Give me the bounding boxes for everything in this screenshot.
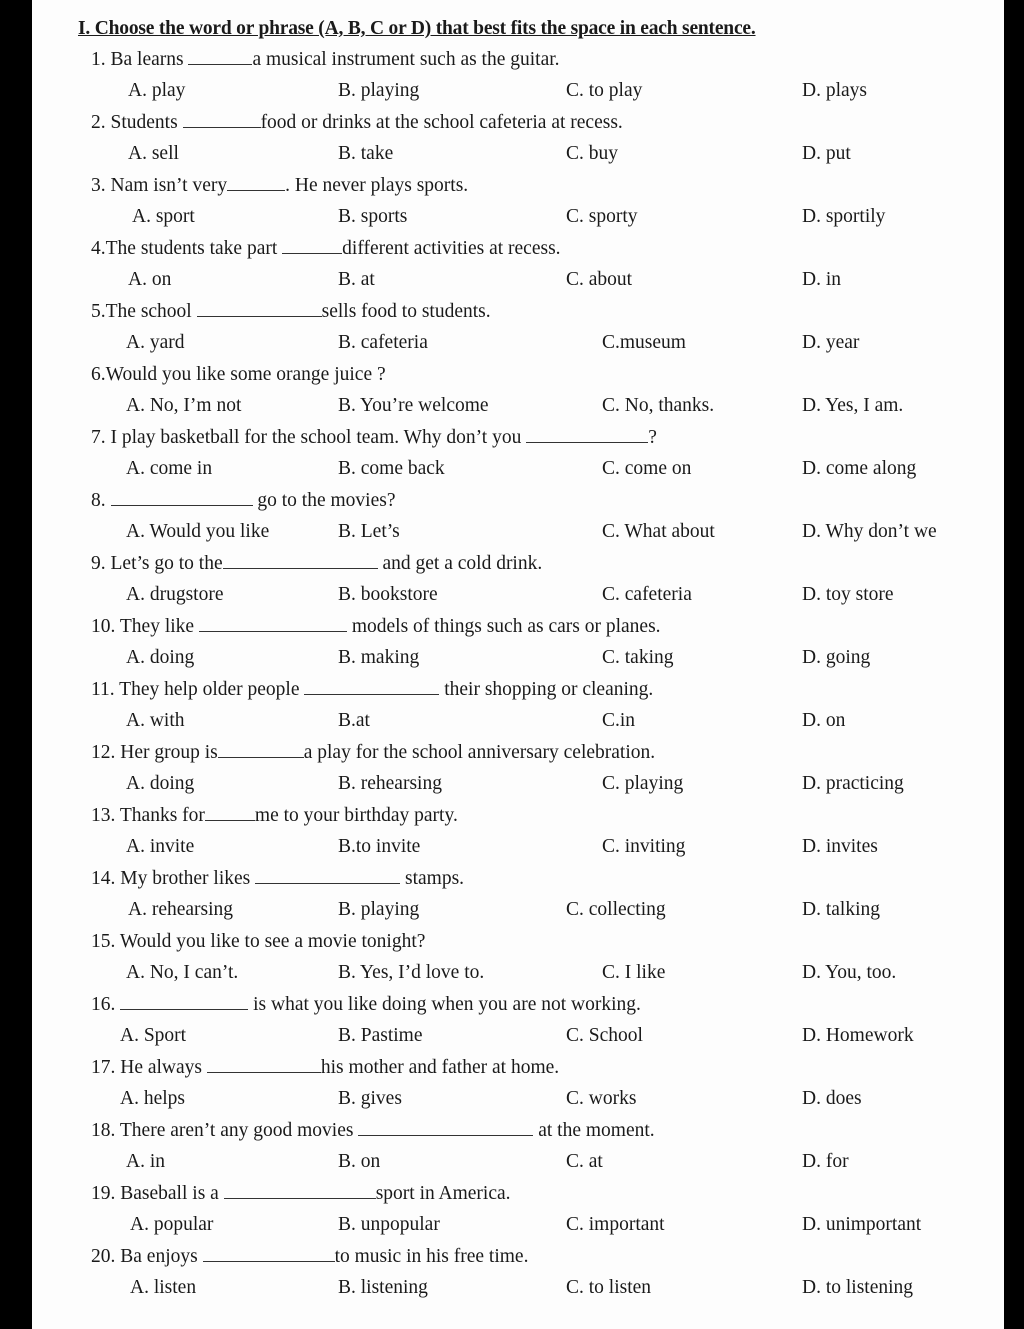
- answer-blank: [223, 554, 378, 569]
- option-c: C.museum: [602, 332, 686, 353]
- answer-blank: [304, 680, 439, 695]
- stem-before-blank: 13. Thanks for: [91, 805, 205, 826]
- option-a: A. helps: [120, 1088, 185, 1109]
- stem-before-blank: 6.Would you like some orange juice ?: [91, 364, 386, 385]
- option-d: D. practicing: [802, 773, 904, 794]
- option-a: A. come in: [126, 458, 213, 479]
- question-16: [32, 994, 1004, 1046]
- stem-after-blank: a musical instrument such as the guitar.: [252, 49, 560, 70]
- question-stem: [91, 175, 468, 197]
- answer-blank: [120, 995, 248, 1010]
- option-d: D. talking: [802, 899, 880, 920]
- stem-before-blank: 15. Would you like to see a movie tonight?: [91, 931, 426, 952]
- stem-after-blank: ?: [648, 427, 657, 448]
- question-2: [32, 112, 1004, 164]
- question-stem: [91, 112, 623, 134]
- option-c: C. at: [566, 1151, 603, 1172]
- question-stem: [91, 1057, 559, 1079]
- option-c: C. sporty: [566, 206, 638, 227]
- option-c: C.in: [602, 710, 636, 731]
- answer-blank: [218, 743, 304, 758]
- answer-blank: [526, 428, 648, 443]
- option-c: C. What about: [602, 521, 715, 542]
- question-18: [32, 1120, 1004, 1172]
- option-b: B. gives: [338, 1088, 402, 1109]
- stem-before-blank: 3. Nam isn’t very: [91, 175, 228, 196]
- stem-after-blank: their shopping or cleaning.: [439, 679, 654, 700]
- question-stem: [91, 49, 560, 71]
- option-d: D. going: [802, 647, 871, 668]
- option-c: C. School: [566, 1025, 643, 1046]
- question-stem: [91, 805, 458, 827]
- question-14: [32, 868, 1004, 920]
- option-b: B. making: [338, 647, 420, 668]
- option-a: A. doing: [126, 773, 195, 794]
- stem-after-blank: sport in America.: [375, 1183, 511, 1204]
- answer-blank: [358, 1121, 533, 1136]
- option-d: D. year: [802, 332, 860, 353]
- stem-before-blank: 20. Ba enjoys: [91, 1246, 203, 1267]
- option-c: C. buy: [566, 143, 619, 164]
- option-b: B. You’re welcome: [338, 395, 489, 416]
- stem-after-blank: different activities at recess.: [342, 238, 561, 259]
- question-20: [32, 1246, 1004, 1298]
- stem-after-blank: a play for the school anniversary celebration.: [303, 742, 656, 763]
- option-b: B. Yes, I’d love to.: [338, 962, 485, 983]
- stem-after-blank: . He never plays sports.: [285, 175, 469, 196]
- option-d: D. come along: [802, 458, 917, 479]
- question-stem: [91, 553, 542, 575]
- option-c: C. works: [566, 1088, 637, 1109]
- answer-blank: [183, 113, 261, 128]
- option-c: C. No, thanks.: [602, 395, 715, 416]
- option-b: B. sports: [338, 206, 408, 227]
- option-c: C. come on: [602, 458, 692, 479]
- answer-blank: [282, 239, 342, 254]
- question-stem: [91, 742, 655, 764]
- stem-before-blank: 1. Ba learns: [91, 49, 189, 70]
- option-a: A. Sport: [120, 1025, 187, 1046]
- option-d: D. toy store: [802, 584, 894, 605]
- question-stem: [91, 364, 386, 386]
- stem-before-blank: 5.The school: [91, 301, 197, 322]
- option-a: A. sell: [128, 143, 179, 164]
- option-b: B. at: [338, 269, 375, 290]
- stem-before-blank: 2. Students: [91, 112, 183, 133]
- option-c: C. taking: [602, 647, 674, 668]
- stem-before-blank: 4.The students take part: [91, 238, 283, 259]
- option-b: B. on: [338, 1151, 381, 1172]
- question-stem: [91, 490, 395, 512]
- question-stem: [91, 238, 561, 260]
- stem-after-blank: me to your birthday party.: [254, 805, 458, 826]
- answer-blank: [224, 1184, 376, 1199]
- option-a: A. on: [128, 269, 172, 290]
- answer-blank: [203, 1247, 335, 1262]
- answer-blank: [188, 50, 252, 65]
- question-13: [32, 805, 1004, 857]
- option-d: D. for: [802, 1151, 849, 1172]
- question-stem: [91, 994, 641, 1016]
- answer-blank: [255, 869, 400, 884]
- section-title: I. Choose the word or phrase (A, B, C or D) that best fits the space in each sentence.: [78, 18, 756, 39]
- option-c: C. collecting: [566, 899, 666, 920]
- stem-before-blank: 18. There aren’t any good movies: [91, 1120, 359, 1141]
- stem-before-blank: 8.: [91, 490, 111, 511]
- stem-after-blank: food or drinks at the school cafeteria at recess.: [260, 112, 623, 133]
- option-a: A. play: [128, 80, 186, 101]
- question-8: [32, 490, 1004, 542]
- stem-after-blank: at the moment.: [533, 1120, 655, 1141]
- option-b: B. Let’s: [338, 521, 400, 542]
- stem-after-blank: stamps.: [400, 868, 465, 889]
- option-c: C. important: [566, 1214, 665, 1235]
- stem-before-blank: 19. Baseball is a: [91, 1183, 224, 1204]
- question-7: [32, 427, 1004, 479]
- option-b: B. rehearsing: [338, 773, 442, 794]
- worksheet-page: [32, 0, 1004, 1329]
- option-c: C. I like: [602, 962, 666, 983]
- option-a: A. Would you like: [126, 521, 270, 542]
- option-d: D. Yes, I am.: [802, 395, 904, 416]
- stem-before-blank: 17. He always: [91, 1057, 207, 1078]
- question-stem: [91, 1183, 511, 1205]
- question-9: [32, 553, 1004, 605]
- option-c: C. playing: [602, 773, 684, 794]
- stem-before-blank: 12. Her group is: [91, 742, 218, 763]
- option-a: A. invite: [126, 836, 195, 857]
- question-17: [32, 1057, 1004, 1109]
- option-a: A. listen: [130, 1277, 197, 1298]
- stem-before-blank: 7. I play basketball for the school team. Why don’t you: [91, 427, 527, 448]
- option-d: D. in: [802, 269, 841, 290]
- stem-before-blank: 9. Let’s go to the: [91, 553, 223, 574]
- option-a: A. rehearsing: [128, 899, 234, 920]
- stem-after-blank: is what you like doing when you are not working.: [248, 994, 641, 1015]
- stem-before-blank: 11. They help older people: [91, 679, 305, 700]
- option-b: B. playing: [338, 899, 420, 920]
- option-a: A. No, I’m not: [126, 395, 242, 416]
- option-a: A. drugstore: [126, 584, 224, 605]
- option-c: C. cafeteria: [602, 584, 692, 605]
- question-19: [32, 1183, 1004, 1235]
- answer-blank: [205, 806, 255, 821]
- option-d: D. does: [802, 1088, 862, 1109]
- question-3: [32, 175, 1004, 227]
- question-stem: [91, 1246, 528, 1268]
- option-b: B. bookstore: [338, 584, 438, 605]
- stem-before-blank: 14. My brother likes: [91, 868, 256, 889]
- question-stem: [91, 301, 491, 323]
- answer-blank: [199, 617, 347, 632]
- option-d: D. on: [802, 710, 846, 731]
- question-stem: [91, 1120, 655, 1142]
- option-d: D. invites: [802, 836, 878, 857]
- question-4: [32, 238, 1004, 290]
- option-a: A. in: [126, 1151, 165, 1172]
- option-c: C. to play: [566, 80, 643, 101]
- option-a: A. yard: [126, 332, 185, 353]
- answer-blank: [197, 302, 322, 317]
- stem-before-blank: 16.: [91, 994, 121, 1015]
- option-d: D. unimportant: [802, 1214, 922, 1235]
- stem-after-blank: models of things such as cars or planes.: [346, 616, 661, 637]
- stem-after-blank: and get a cold drink.: [377, 553, 543, 574]
- option-b: B. Pastime: [338, 1025, 423, 1046]
- question-stem: [91, 616, 661, 638]
- option-c: C. about: [566, 269, 633, 290]
- stem-after-blank: sells food to students.: [321, 301, 491, 322]
- option-d: D. You, too.: [802, 962, 897, 983]
- question-stem: [91, 931, 425, 953]
- question-10: [32, 616, 1004, 668]
- option-b: B. listening: [338, 1277, 428, 1298]
- answer-blank: [111, 491, 253, 506]
- answer-blank: [227, 176, 285, 191]
- option-b: B. cafeteria: [338, 332, 428, 353]
- option-d: D. plays: [802, 80, 867, 101]
- question-5: [32, 301, 1004, 353]
- option-b: B. unpopular: [338, 1214, 440, 1235]
- option-b: B. take: [338, 143, 394, 164]
- option-a: A. doing: [126, 647, 195, 668]
- option-a: A. popular: [130, 1214, 214, 1235]
- question-15: [32, 931, 1004, 983]
- option-a: A. with: [126, 710, 185, 731]
- option-c: C. to listen: [566, 1277, 652, 1298]
- answer-blank: [207, 1058, 321, 1073]
- option-b: B. come back: [338, 458, 445, 479]
- question-stem: [91, 427, 657, 449]
- option-a: A. sport: [132, 206, 195, 227]
- option-a: A. No, I can’t.: [126, 962, 239, 983]
- option-b: B. playing: [338, 80, 420, 101]
- option-d: D. sportily: [802, 206, 886, 227]
- question-stem: [91, 679, 653, 701]
- option-d: D. Why don’t we: [802, 521, 937, 542]
- question-1: [32, 49, 1004, 101]
- question-11: [32, 679, 1004, 731]
- option-b: B.to invite: [338, 836, 421, 857]
- option-d: D. put: [802, 143, 851, 164]
- option-c: C. inviting: [602, 836, 686, 857]
- stem-after-blank: go to the movies?: [252, 490, 396, 511]
- question-12: [32, 742, 1004, 794]
- stem-after-blank: to music in his free time.: [334, 1246, 529, 1267]
- option-d: D. Homework: [802, 1025, 914, 1046]
- question-stem: [91, 868, 464, 890]
- option-d: D. to listening: [802, 1277, 914, 1298]
- stem-after-blank: his mother and father at home.: [320, 1057, 560, 1078]
- question-6: [32, 364, 1004, 416]
- option-b: B.at: [338, 710, 370, 731]
- stem-before-blank: 10. They like: [91, 616, 199, 637]
